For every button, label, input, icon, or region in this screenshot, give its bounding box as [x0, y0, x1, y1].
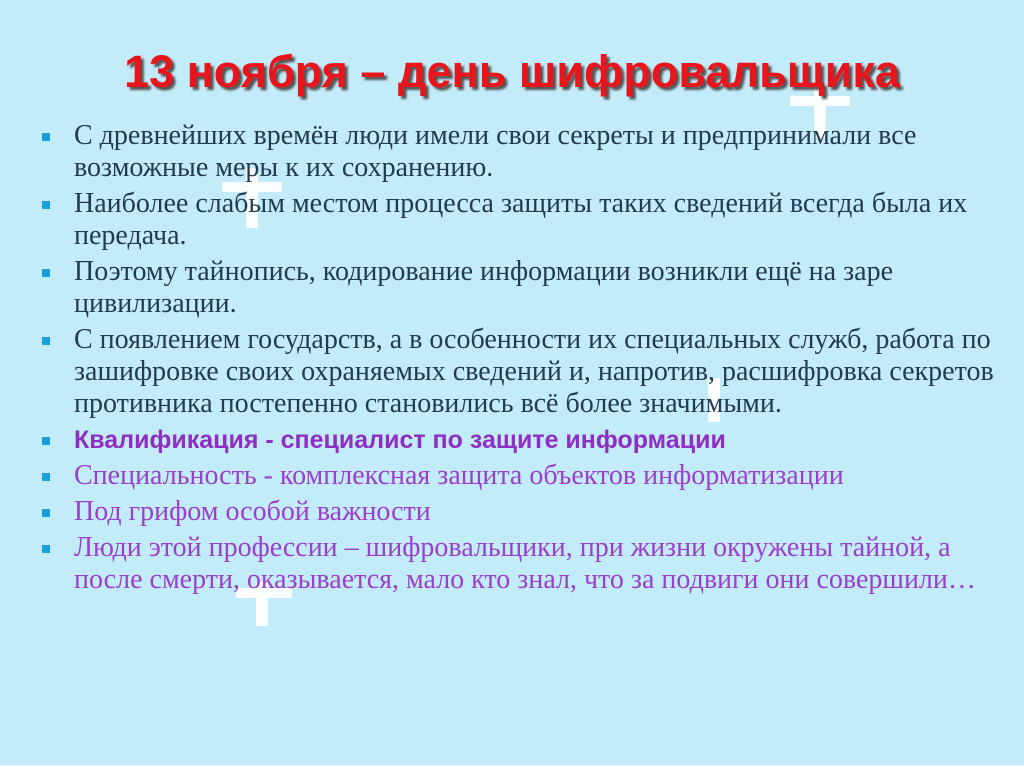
list-item [38, 120, 998, 184]
list-item-text: Наиболее слабым местом процесса защиты таких сведений всегда была их передача. [74, 188, 968, 251]
list-item-text: Квалификация - специалист по защите информации [74, 426, 726, 454]
list-item-text: Специальность - комплексная защита объектов информатизации [74, 460, 844, 491]
square-bullet-icon [42, 437, 50, 445]
list-item-text: С появлением государств, а в особенности их специальных служб, работа по зашифровке своих охраняемых сведений и, напротив, расшифровка секретов противника постепенно становились всё более значимыми. [74, 324, 994, 419]
list-item [38, 460, 998, 492]
list-item [38, 424, 998, 456]
bullet-list [38, 120, 998, 600]
page-title: 13 ноября – день шифровальщика [124, 46, 900, 97]
square-bullet-icon [42, 473, 50, 481]
square-bullet-icon [42, 201, 50, 209]
square-bullet-icon [42, 545, 50, 553]
square-bullet-icon [42, 133, 50, 141]
list-item [38, 256, 998, 320]
square-bullet-icon [42, 337, 50, 345]
list-item [38, 496, 998, 528]
list-item [38, 532, 998, 596]
list-item-text: Поэтому тайнопись, кодирование информации возникли ещё на заре цивилизации. [74, 256, 894, 319]
list-item [38, 188, 998, 252]
square-bullet-icon [42, 509, 50, 517]
list-item-text: Люди этой профессии – шифровальщики, при жизни окружены тайной, а после смерти, оказывается, мало кто знал, что за подвиги они совершили… [74, 532, 976, 595]
list-item-text: Под грифом особой важности [74, 496, 431, 527]
square-bullet-icon [42, 269, 50, 277]
list-item-text: С древнейших времён люди имели свои секреты и предпринимали все возможные меры к их сохранению. [74, 120, 917, 183]
list-item [38, 324, 998, 420]
